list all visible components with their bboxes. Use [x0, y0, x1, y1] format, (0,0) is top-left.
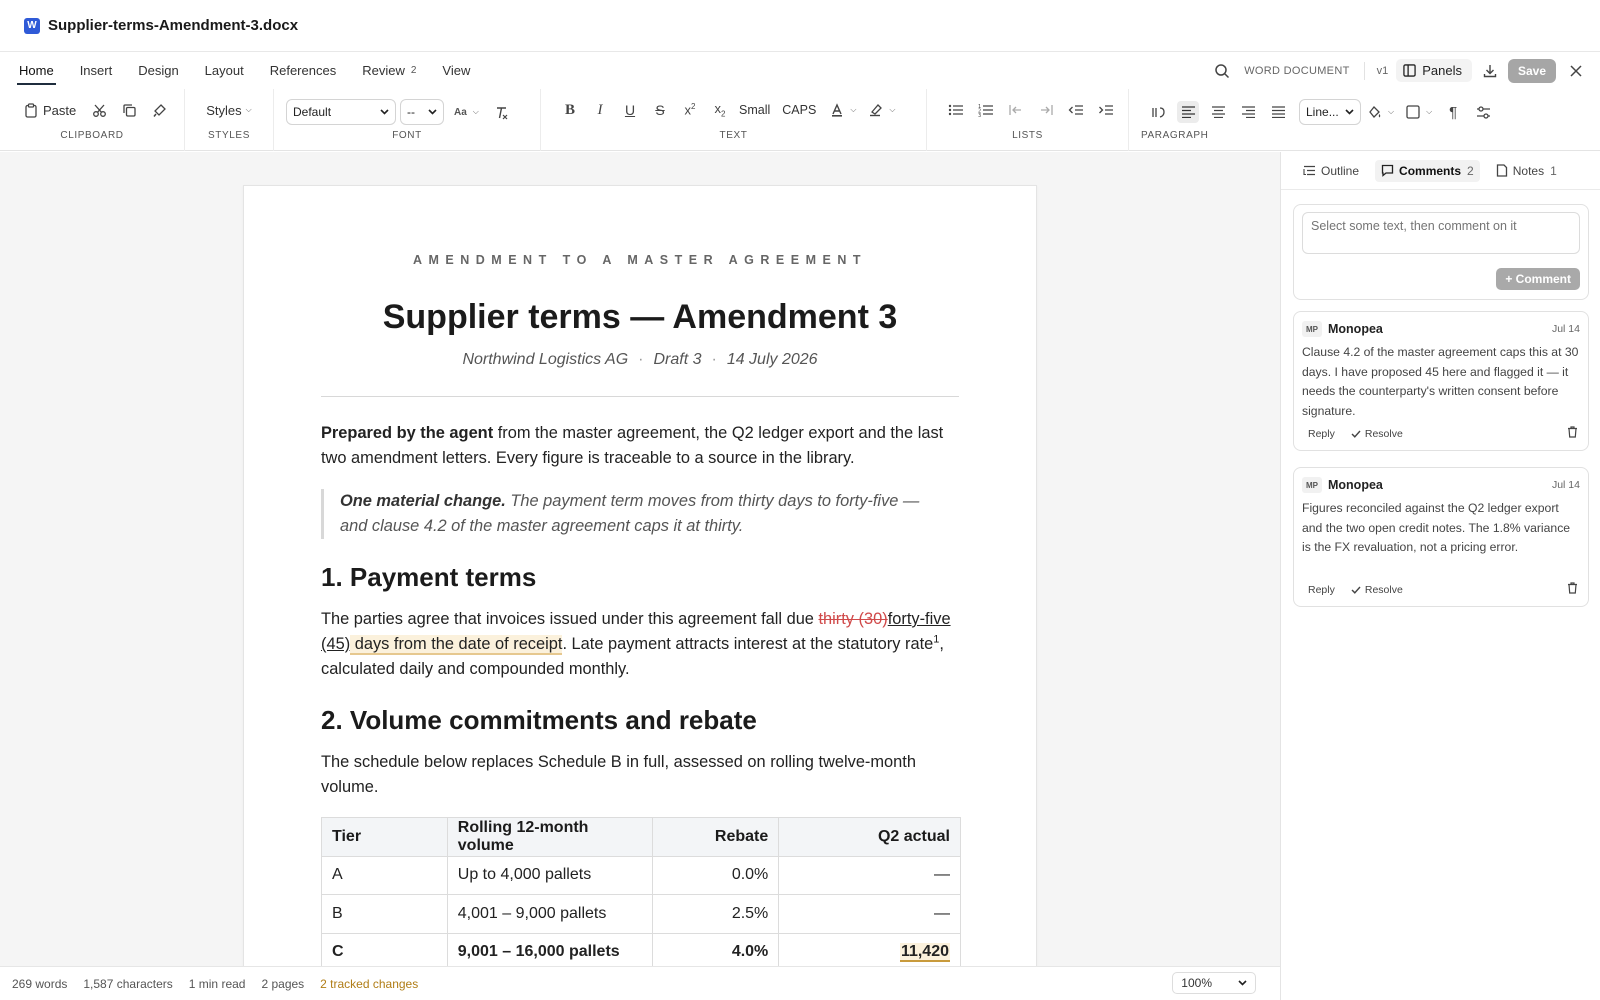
svg-text:3: 3 [978, 113, 982, 117]
check-icon [1351, 586, 1361, 594]
table-cell: C [322, 933, 448, 966]
schedule-paragraph: The schedule below replaces Schedule B in full, assessed on rolling twelve-month volume. [321, 753, 916, 796]
table-header: Rolling 12-month volume [447, 818, 653, 857]
show-paragraph-marks-icon[interactable]: ¶ [1449, 103, 1458, 121]
text-group [541, 89, 927, 151]
tab-label: Insert [79, 63, 113, 78]
format-painter-icon[interactable] [148, 99, 170, 121]
all-caps-button[interactable]: CAPS [782, 103, 817, 117]
font-group [274, 89, 541, 151]
borders-icon[interactable]: ⌵ [1406, 101, 1432, 123]
ribbon-tabs-row [0, 52, 1600, 89]
underline-icon[interactable]: U [624, 102, 636, 118]
table-cell: 2.5% [653, 895, 779, 934]
tracked-changes-count[interactable]: 2 tracked changes [320, 976, 419, 991]
tab-label: Review [362, 63, 405, 78]
cut-icon[interactable] [88, 99, 110, 121]
svg-text:2: 2 [978, 108, 982, 115]
meta-draft: Draft 3 [653, 351, 702, 368]
tab-label: View [442, 63, 471, 78]
comment-card[interactable] [1293, 467, 1589, 607]
comment-icon [1381, 164, 1394, 177]
status-bar [0, 966, 1280, 1000]
table-cell: 4.0% [653, 933, 779, 966]
font-family-select[interactable] [286, 99, 396, 125]
indent-icon[interactable] [1095, 99, 1117, 121]
outline-icon [1303, 165, 1316, 176]
zoom-select[interactable] [1172, 972, 1256, 994]
table-cell: 4,001 – 9,000 pallets [447, 895, 653, 934]
commented-highlight[interactable]: days from the date of receipt [350, 635, 563, 653]
comment-date: Jul 14 [1551, 323, 1580, 335]
paste-button[interactable] [24, 99, 76, 121]
panels-label: Panels [1422, 63, 1462, 78]
tab-review[interactable] [362, 52, 416, 89]
bold-icon[interactable]: B [564, 101, 575, 118]
comment-card[interactable] [1293, 311, 1589, 451]
comment-text: Clause 4.2 of the master agreement caps this at 30 days. I have proposed 45 here and flagged it — it needs the counterparty's written consent before signature. [1302, 345, 1579, 418]
tab-view[interactable] [442, 52, 470, 89]
small-caps-button[interactable]: Small [739, 103, 771, 117]
chevron-down-icon [1345, 109, 1354, 115]
table-row [322, 895, 961, 934]
paragraph-group [1129, 89, 1600, 151]
chevron-down-icon [1238, 980, 1247, 986]
resolve-button[interactable] [1351, 428, 1403, 440]
tab-label: Home [19, 63, 54, 78]
comment-author: Monopea [1328, 322, 1383, 336]
document-meta: Northwind Logistics AG · Draft 3 · 14 July 2026 [462, 351, 818, 368]
zoom-value: 100% [1181, 976, 1212, 990]
table-header: Q2 actual [779, 818, 961, 857]
table-cell: Up to 4,000 pallets [447, 856, 653, 895]
heading-volume-commitments: 2. Volume commitments and rebate [321, 705, 757, 735]
check-icon [1351, 430, 1361, 438]
add-comment-button[interactable]: + Comment [1496, 268, 1580, 290]
styles-group-label: STYLES [208, 130, 250, 141]
comment-author: Monopea [1328, 478, 1383, 492]
table-cell [779, 933, 961, 966]
notes-count: 1 [1550, 163, 1557, 178]
title-bar [0, 0, 1600, 52]
tab-label: References [269, 63, 337, 78]
read-time: 1 min read [188, 976, 246, 991]
title-divider [321, 396, 959, 397]
table-row [322, 856, 961, 895]
new-comment-input[interactable] [1302, 212, 1580, 254]
review-count-badge: 2 [410, 65, 417, 76]
tracked-insertion[interactable]: forty-five (45) [321, 610, 951, 653]
rebate-table [321, 817, 961, 966]
avatar: MP [1302, 321, 1322, 337]
download-icon[interactable] [1480, 61, 1500, 81]
trash-icon[interactable] [1567, 582, 1578, 597]
text-group-label: TEXT [719, 130, 748, 141]
paragraph-settings-icon[interactable] [1472, 101, 1494, 123]
justify-icon[interactable] [1267, 101, 1289, 123]
line-spacing-select[interactable] [1299, 99, 1361, 125]
line-spacing-value: Line... [1306, 105, 1339, 119]
highlight-color-icon[interactable]: ⌵ [868, 99, 895, 121]
reply-button[interactable] [1308, 428, 1335, 440]
side-panel [1280, 152, 1600, 1000]
trash-icon[interactable] [1567, 426, 1578, 441]
page-count: 2 pages [261, 976, 305, 991]
tab-home[interactable] [19, 52, 54, 89]
word-app-icon: W [24, 18, 40, 34]
document-type-label: WORD DOCUMENT [1244, 64, 1350, 77]
bullet-list-icon[interactable] [945, 99, 967, 121]
outdent-icon[interactable] [1065, 99, 1087, 121]
reply-label: Reply [1308, 427, 1335, 440]
table-cell: — [779, 856, 961, 895]
ribbon-tabs [0, 52, 496, 89]
table-cell: 0.0% [653, 856, 779, 895]
version-label[interactable]: v1 [1376, 64, 1389, 77]
document-kicker: AMENDMENT TO A MASTER AGREEMENT [412, 253, 868, 267]
reply-button[interactable] [1308, 584, 1335, 596]
document-title: Supplier terms — Amendment 3 [382, 298, 898, 336]
callout-quote [321, 489, 951, 539]
quote-bold: One material change. [340, 492, 506, 510]
tab-label: Layout [204, 63, 244, 78]
table-cell: — [779, 895, 961, 934]
numbered-list-icon[interactable] [975, 99, 997, 121]
quote-text: The payment term moves from thirty days to forty-five — and clause 4.2 of the master agreement caps it at thirty. [340, 492, 920, 535]
tab-comments[interactable] [1375, 160, 1480, 182]
tab-design[interactable] [138, 52, 178, 89]
clear-formatting-icon[interactable] [491, 101, 513, 123]
payment-text: The parties agree that invoices issued under this agreement fall due [321, 610, 819, 628]
payment-text: , calculated daily and compounded monthly. [321, 635, 944, 678]
copy-icon[interactable] [118, 99, 140, 121]
avatar: MP [1302, 477, 1322, 493]
styles-label: Styles [206, 102, 242, 118]
tab-label: Design [138, 63, 179, 78]
tab-label: Notes [1512, 163, 1545, 178]
lists-group-label: LISTS [1012, 130, 1043, 141]
table-header: Tier [322, 818, 448, 857]
word-count: 269 words [12, 976, 68, 991]
font-group-label: FONT [392, 130, 422, 141]
table-cell: 9,001 – 16,000 pallets [447, 933, 653, 966]
shading-icon[interactable]: ⌵ [1367, 101, 1394, 123]
comment-text: Figures reconciled against the Q2 ledger export and the two open credit notes. The 1.8% variance is the FX revaluation, not a pricing error. [1302, 501, 1571, 554]
divider [1364, 62, 1365, 80]
comment-actions [1308, 582, 1578, 597]
tab-references[interactable] [270, 52, 336, 89]
superscript-icon[interactable]: $x^2$ [684, 102, 696, 118]
paste-label: Paste [43, 102, 77, 118]
chevron-down-icon [428, 109, 437, 115]
footnote-ref[interactable]: 1 [933, 633, 940, 646]
side-panel-tabs [1281, 152, 1600, 190]
clipboard-group [0, 89, 185, 151]
comment-header [1302, 477, 1580, 493]
subscript-icon[interactable]: $x_2$ [714, 101, 726, 119]
intro-bold: Prepared by the agent [321, 424, 494, 442]
table-cell: A [322, 856, 448, 895]
tab-label: Outline [1321, 163, 1360, 178]
meta-company: Northwind Logistics AG [462, 351, 629, 368]
tab-label: Comments [1399, 163, 1462, 178]
tab-notes[interactable] [1490, 160, 1563, 182]
comment-actions [1308, 426, 1578, 441]
intro-paragraph [321, 421, 961, 471]
decrease-list-level-icon[interactable] [1005, 99, 1027, 121]
clipboard-icon [24, 103, 38, 118]
payment-text: . Late payment attracts interest at the statutory rate [562, 635, 934, 653]
save-button[interactable]: Save [1508, 59, 1556, 83]
tab-insert[interactable] [80, 52, 113, 89]
table-header: Rebate [653, 818, 779, 857]
table-cell: B [322, 895, 448, 934]
font-color-icon[interactable]: ⌵ [830, 99, 856, 121]
comment-date: Jul 14 [1551, 479, 1580, 491]
commented-highlight[interactable]: 11,420 [900, 943, 949, 961]
block-quote-icon[interactable] [1147, 101, 1169, 123]
search-icon[interactable] [1212, 61, 1232, 81]
italic-icon[interactable]: I [597, 101, 603, 118]
table-header-row [322, 818, 961, 857]
meta-date: 14 July 2026 [726, 351, 818, 368]
document-name: Supplier-terms-Amendment-3.docx [48, 17, 299, 34]
panels-button[interactable] [1396, 59, 1472, 82]
table-row [322, 933, 961, 966]
align-left-icon[interactable] [1177, 101, 1199, 123]
tab-outline[interactable] [1297, 160, 1365, 182]
document-page[interactable] [243, 185, 1037, 966]
styles-group [185, 89, 274, 151]
resolve-label: Resolve [1364, 427, 1403, 440]
character-count: 1,587 characters [83, 976, 173, 991]
paragraph-group-label: PARAGRAPH [1141, 130, 1209, 141]
tab-layout[interactable] [205, 52, 244, 89]
ribbon [0, 89, 1600, 151]
align-right-icon[interactable] [1237, 101, 1259, 123]
styles-dropdown[interactable] [206, 99, 251, 121]
increase-list-level-icon[interactable] [1035, 99, 1057, 121]
chevron-down-icon: ⌵ [245, 105, 252, 114]
new-comment-box [1293, 204, 1589, 300]
payment-paragraph [321, 607, 961, 682]
tracked-deletion[interactable]: thirty (30) [818, 610, 888, 628]
change-case-icon[interactable]: Aa ⌵ [454, 106, 479, 118]
reply-label: Reply [1308, 583, 1335, 596]
font-family-value: Default [293, 105, 332, 119]
strikethrough-icon[interactable]: S [655, 102, 665, 118]
resolve-button[interactable] [1351, 584, 1403, 596]
clipboard-group-label: CLIPBOARD [60, 130, 124, 141]
note-icon [1496, 164, 1508, 177]
font-size-value: -- [407, 105, 415, 119]
lists-group [927, 89, 1129, 151]
top-right-tools [1212, 52, 1586, 89]
close-icon[interactable] [1566, 61, 1586, 81]
comments-count: 2 [1467, 163, 1474, 178]
resolve-label: Resolve [1364, 583, 1403, 596]
intro-text: from the master agreement, the Q2 ledger export and the last two amendment letters. Every figure is traceable to a source in the library. [321, 424, 944, 467]
chevron-down-icon [380, 109, 389, 115]
editor-canvas[interactable] [0, 152, 1280, 966]
heading-payment-terms: 1. Payment terms [321, 562, 537, 592]
align-center-icon[interactable] [1207, 101, 1229, 123]
svg-text:1: 1 [978, 104, 982, 110]
panels-icon [1403, 64, 1416, 77]
comment-header [1302, 321, 1580, 337]
font-size-select[interactable] [400, 99, 444, 125]
